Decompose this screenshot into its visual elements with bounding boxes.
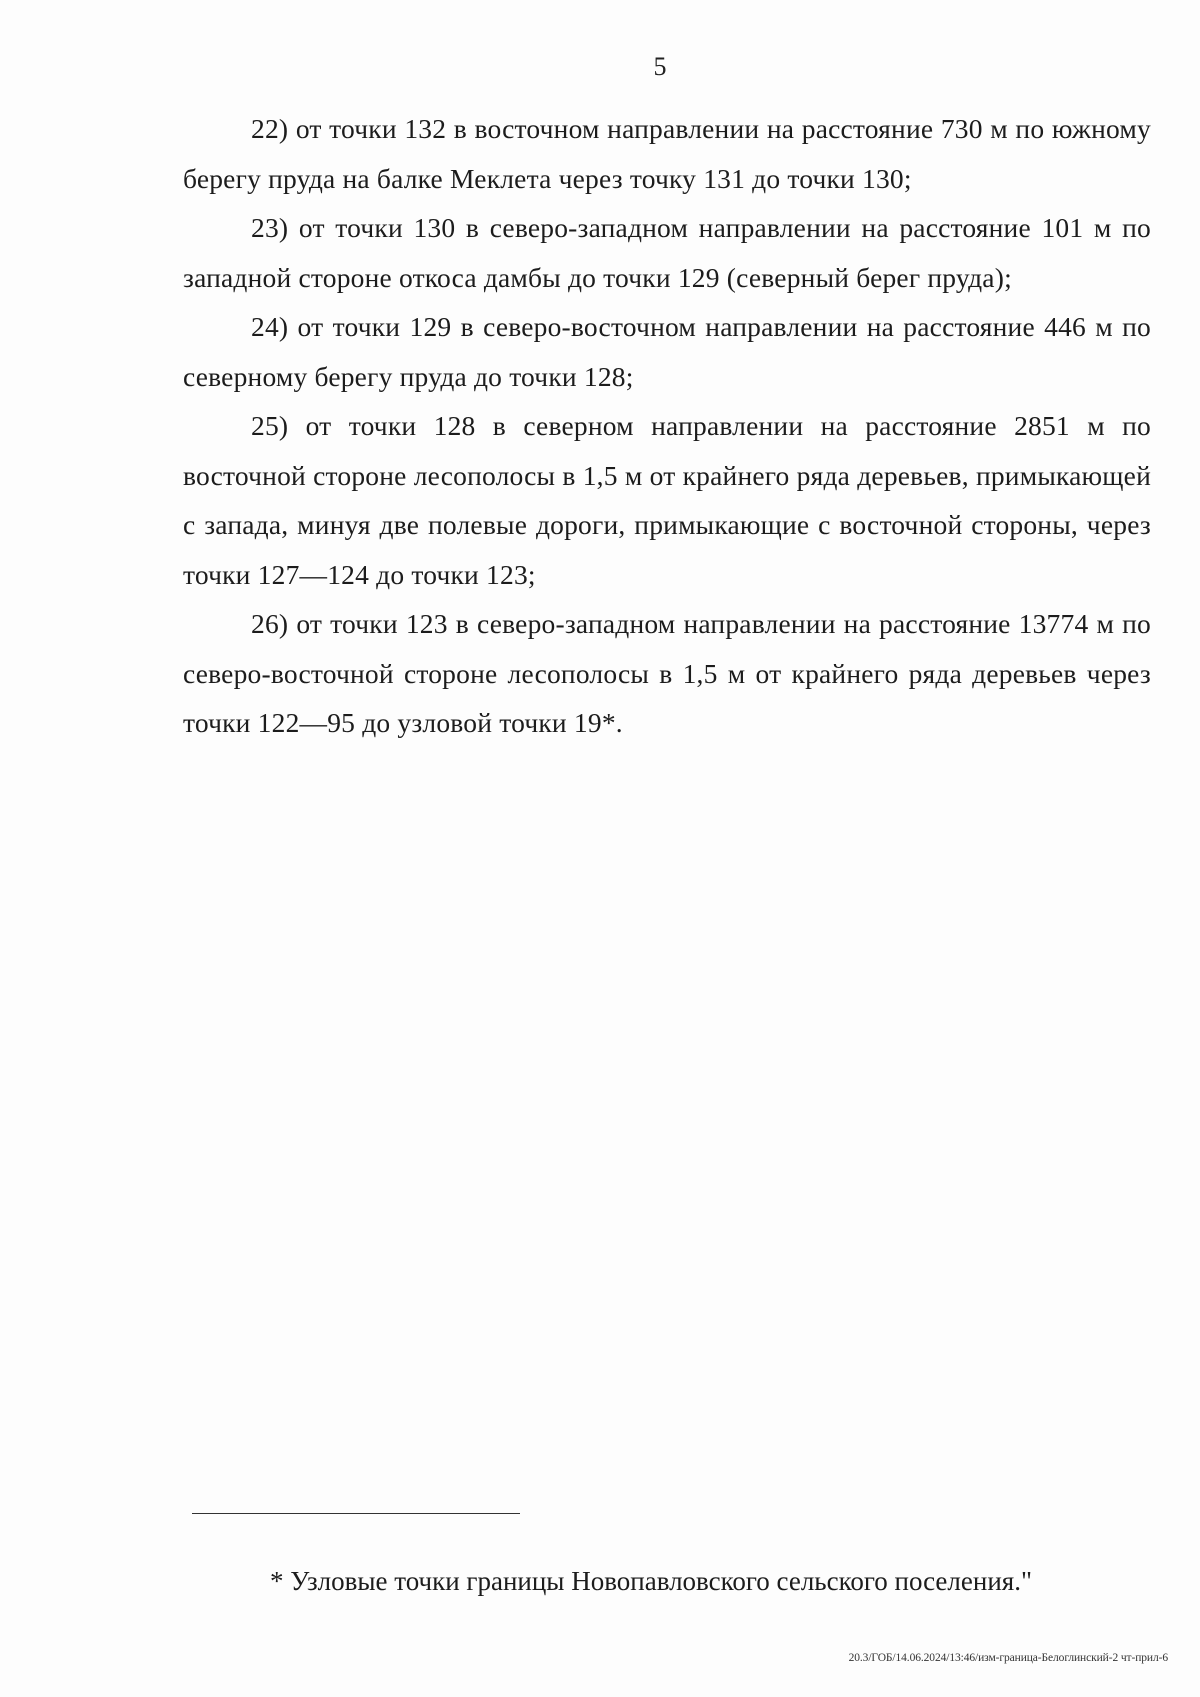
footnote-divider <box>192 1513 520 1514</box>
paragraph-23: 23) от точки 130 в северо-западном направлении на расстояние 101 м по западной стороне откоса дамбы до точки 129 (северный берег пруда); <box>183 212 1151 293</box>
document-code: 20.3/ГОБ/14.06.2024/13:46/изм-граница-Белоглинский-2 чт-прил-6 <box>848 1652 1168 1664</box>
paragraph-24: 24) от точки 129 в северо-восточном направлении на расстояние 446 м по северному берегу пруда до точки 128; <box>183 311 1151 392</box>
footnote-text: * Узловые точки границы Новопавловского сельского поселения." <box>270 1566 1032 1596</box>
document-body <box>183 104 1151 748</box>
page-number: 5 <box>653 52 667 81</box>
paragraph-25: 25) от точки 128 в северном направлении на расстояние 2851 м по восточной стороне лесополосы в 1,5 м от крайнего ряда деревьев, примыкающей с запада, минуя две полевые дороги, примыкающие с восточной стороны, через точки 127—124 до точки 123; <box>183 410 1151 590</box>
paragraph-22: 22) от точки 132 в восточном направлении на расстояние 730 м по южному берегу пруда на балке Меклета через точку 131 до точки 130; <box>183 113 1151 194</box>
paragraph-26: 26) от точки 123 в северо-западном направлении на расстояние 13774 м по северо-восточной стороне лесополосы в 1,5 м от крайнего ряда деревьев через точки 122—95 до узловой точки 19*. <box>183 608 1151 738</box>
